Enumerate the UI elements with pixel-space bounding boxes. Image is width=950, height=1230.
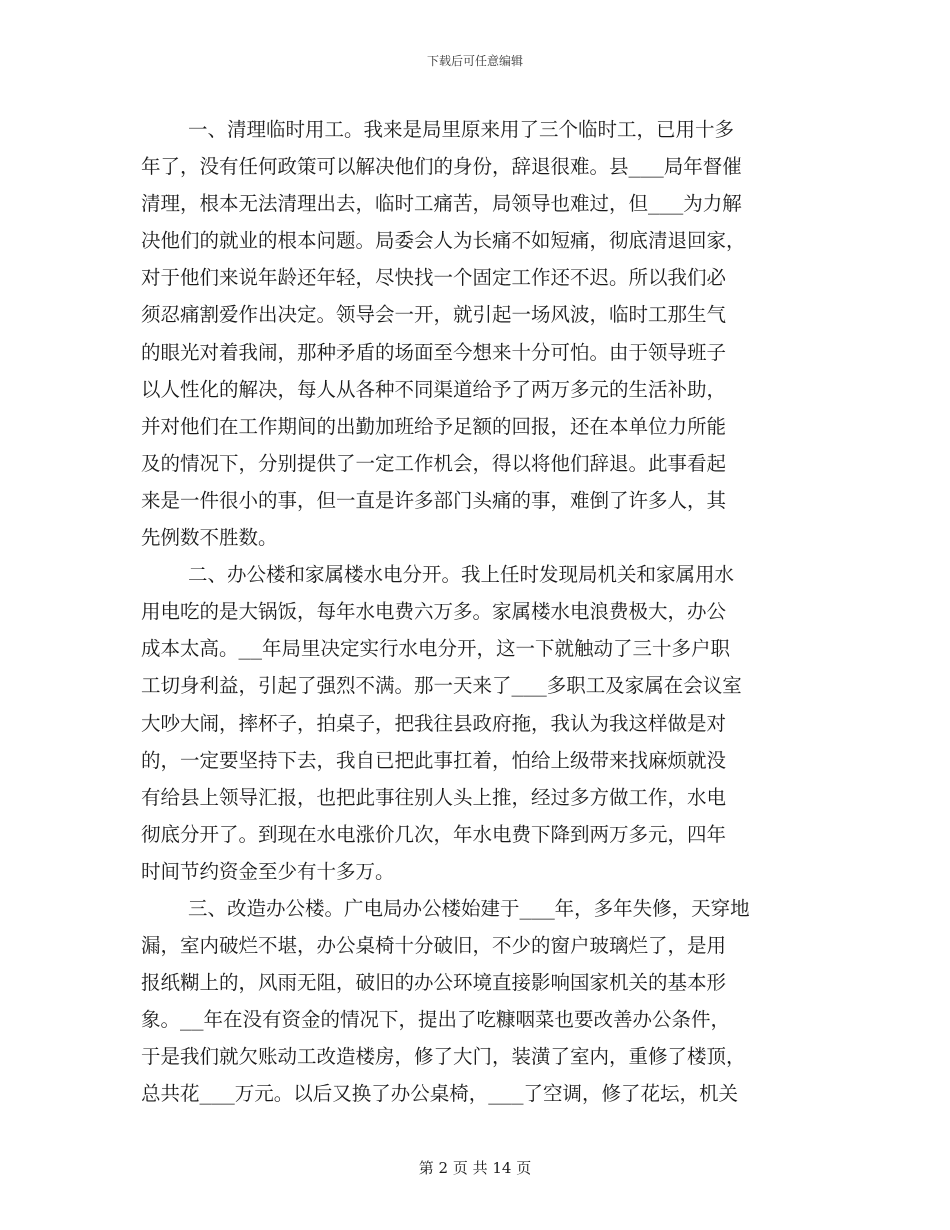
text-line: 有给县上领导汇报，也把此事往别人头上推，经过多方做工作，水电 [141, 785, 727, 809]
paragraph-2 [141, 556, 809, 890]
text-line: 的，一定要坚持下去，我自已把此事扛着，怕给上级带来找麻烦就没 [141, 748, 727, 772]
text-line: 象。__年在没有资金的情况下，提出了吃糠咽菜也要改善办公条件， [141, 1008, 730, 1032]
text-line: 清理，根本无法清理出去，临时工痛苦，局领导也难过，但___为力解 [141, 192, 742, 216]
text-line: 工切身利益，引起了强烈不满。那一天来了___多职工及家属在会议室 [141, 674, 742, 698]
text-line: 于是我们就欠账动工改造楼房，修了大门，装潢了室内，重修了楼顶， [141, 1045, 746, 1069]
document-body [141, 111, 809, 1113]
header-note: 下载后可任意编辑 [426, 54, 523, 68]
text-line: 一、清理临时用工。我来是局里原来用了三个临时工，已用十多 [141, 118, 734, 141]
paragraph-1 [141, 111, 809, 556]
text-line: 成本太高。__年局里决定实行水电分开，这一下就触动了三十多户职 [141, 637, 730, 661]
text-line: 二、办公楼和家属楼水电分开。我上任时发现局机关和家属用水 [141, 563, 734, 587]
text-line: 对于他们来说年龄还年轻，尽快找一个固定工作还不迟。所以我们必 [141, 266, 727, 290]
text-line: 时间节约资金至少有十多万。 [141, 859, 395, 883]
text-line: 总共花___万元。以后又换了办公桌椅，___了空调，修了花坛，机关 [141, 1082, 738, 1106]
text-line: 须忍痛割爱作出决定。领导会一开，就引起一场风波，临时工那生气 [141, 303, 727, 327]
text-line: 三、改造办公楼。广电局办公楼始建于___年，多年失修，天穿地 [141, 896, 750, 920]
text-line: 先例数不胜数。 [141, 526, 278, 550]
text-line: 并对他们在工作期间的出勤加班给予足额的回报，还在本单位力所能 [141, 414, 727, 438]
text-line: 漏，室内破烂不堪，办公桌椅十分破旧，不少的窗户玻璃烂了，是用 [141, 934, 727, 958]
text-line: 报纸糊上的，风雨无阻，破旧的办公环境直接影响国家机关的基本形 [141, 971, 727, 995]
text-line: 来是一件很小的事，但一直是许多部门头痛的事，难倒了许多人，其 [141, 488, 727, 512]
page-number: 第 2 页 共 14 页 [418, 1159, 532, 1177]
text-line: 及的情况下，分别提供了一定工作机会，得以将他们辞退。此事看起 [141, 451, 727, 475]
text-line: 决他们的就业的根本问题。局委会人为长痛不如短痛，彻底清退回家， [141, 229, 746, 253]
paragraph-3 [141, 890, 809, 1113]
text-line: 彻底分开了。到现在水电涨价几次，年水电费下降到两万多元，四年 [141, 822, 727, 846]
text-line: 以人性化的解决，每人从各种不同渠道给予了两万多元的生活补助， [141, 377, 727, 401]
text-line: 大吵大闹，摔杯子，拍桌子，把我往县政府拖，我认为我这样做是对 [141, 711, 727, 735]
text-line: 的眼光对着我闹，那种矛盾的场面至今想来十分可怕。由于领导班子 [141, 340, 727, 364]
text-line: 年了，没有任何政策可以解决他们的身份，辞退很难。县___局年督催 [141, 155, 742, 179]
text-line: 用电吃的是大锅饭，每年水电费六万多。家属楼水电浪费极大，办公 [141, 600, 727, 624]
